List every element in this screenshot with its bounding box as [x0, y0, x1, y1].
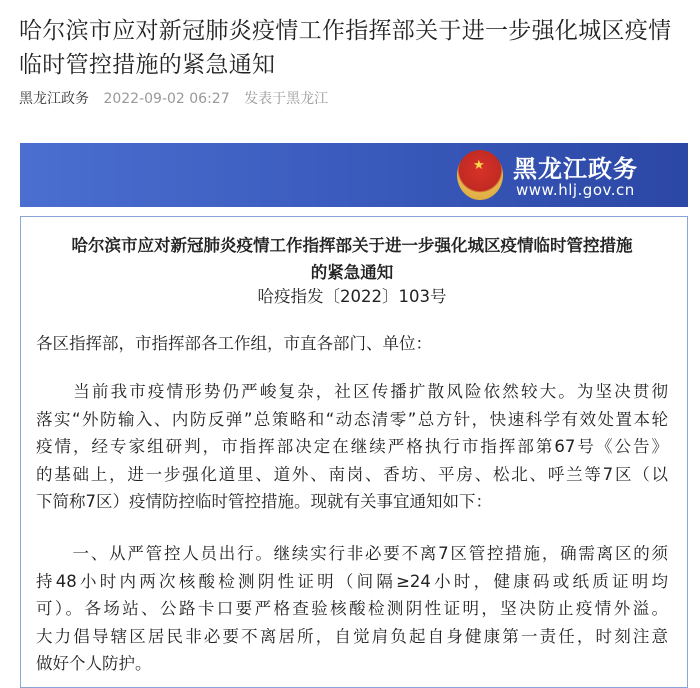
salutation: 各区指挥部，市指挥部各工作组，市直各部门、单位： — [36, 334, 432, 353]
publish-time: 2022-09-02 06:27 — [103, 91, 230, 107]
banner-url: www.hlj.gov.cn — [516, 181, 635, 199]
text-line: 可）。各场站、公路卡口要严格查验核酸检测阴性证明，坚决防止疫情外溢。 — [36, 599, 668, 618]
document-title-line: 的紧急通知 — [310, 263, 394, 282]
document-title-line: 哈尔滨市应对新冠肺炎疫情工作指挥部关于进一步强化城区疫情临时管控措施 — [71, 236, 633, 255]
publish-location: 发表于黑龙江 — [244, 91, 329, 107]
text-line: 做好个人防护。 — [36, 654, 152, 673]
text-line: 一、从严管控人员出行。继续实行非必要不离7区管控措施，确需离区的须 — [36, 544, 668, 563]
paragraph-2 — [36, 540, 668, 678]
text-line: 疫情，经专家组研判，市指挥部决定在继续严格执行市指挥部第67号《公告》 — [36, 437, 668, 456]
text-line: 大力倡导辖区居民非必要不离居所，自觉肩负起自身健康第一责任，时刻注意 — [36, 626, 668, 646]
article-title: 哈尔滨市应对新冠肺炎疫情工作指挥部关于进一步强化城区疫情临时管控措施的紧急通知 — [19, 18, 672, 78]
article-meta — [19, 88, 328, 108]
document-title — [36, 232, 668, 286]
text-line: 落实“外防输入、内防反弹”总策略和“动态清零”总方针，快速科学有效处置本轮 — [36, 409, 668, 429]
text-line: 当前我市疫情形势仍严峻复杂，社区传播扩散风险依然较大。为坚决贯彻 — [36, 382, 668, 401]
text-line: 下简称7区）疫情防控临时管控措施。现就有关事宜通知如下： — [36, 492, 492, 511]
author-link[interactable]: 黑龙江政务 — [19, 91, 89, 107]
banner-image — [20, 143, 688, 207]
text-line: 持48小时内两次核酸检测阴性证明（间隔≥24小时，健康码或纸质证明均 — [36, 571, 668, 591]
text-line: 的基础上，进一步强化道里、道外、南岗、香坊、平房、松北、呼兰等7区（以 — [36, 464, 668, 484]
national-emblem-icon: ★ — [457, 150, 503, 200]
banner-name: 黑龙江政务 — [513, 154, 638, 183]
paragraph-1 — [36, 378, 668, 516]
document-number: 哈疫指发〔2022〕103号 — [257, 287, 447, 306]
